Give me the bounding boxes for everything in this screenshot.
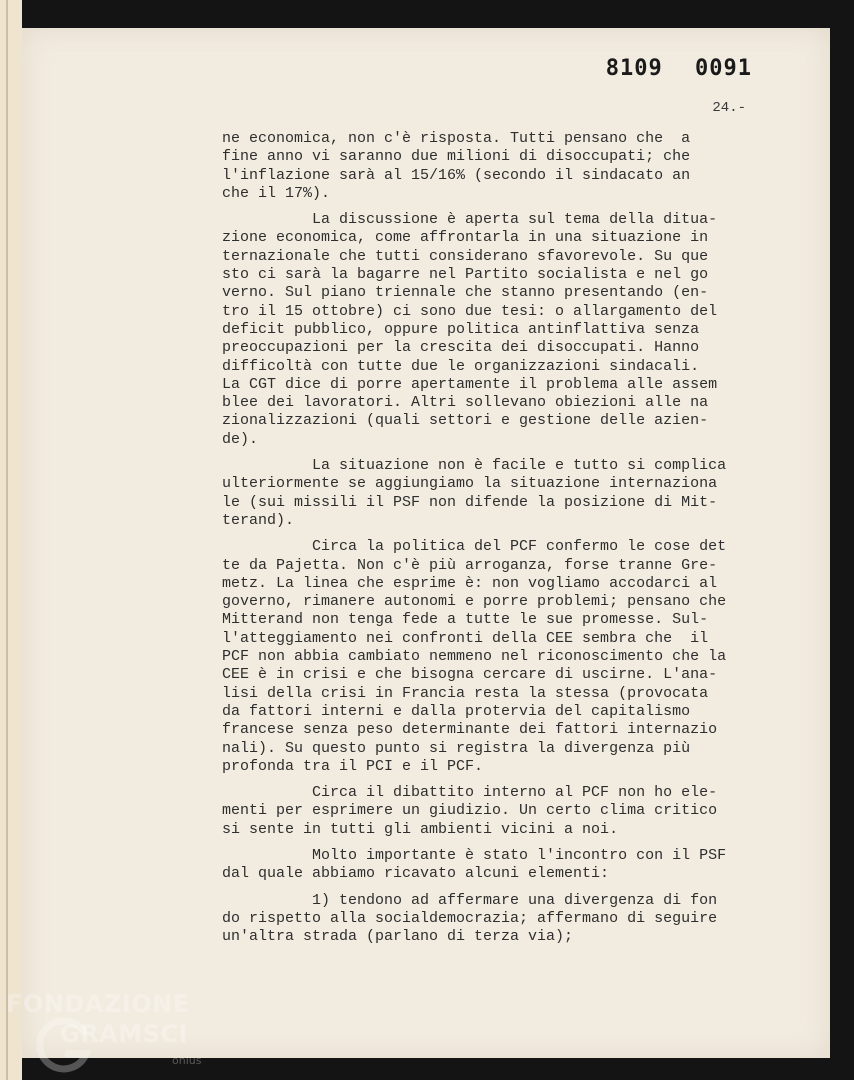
text-line: nali). Su questo punto si registra la divergenza più (222, 739, 691, 757)
text-line: blee dei lavoratori. Altri sollevano obiezioni alle na (222, 394, 709, 412)
text-line: le (sui missili il PSF non difende la posizione di Mit- (222, 493, 718, 511)
watermark-line3: onlus (172, 1054, 202, 1067)
paragraph (222, 892, 752, 947)
binder-edge (6, 0, 8, 1080)
text-line: ternazionale che tutti considerano sfavorevole. Su que (222, 247, 709, 265)
text-line: profonda tra il PCI e il PCF. (222, 757, 484, 775)
text-line: terand). (222, 511, 295, 529)
text-line: La situazione non è facile e tutto si complica (222, 457, 727, 475)
text-line: lisi della crisi in Francia resta la stessa (provocata (222, 684, 709, 702)
text-line: Molto importante è stato l'incontro con il PSF (222, 846, 727, 864)
text-line: Mitterand non tenga fede a tutte le sue promesse. Sul- (222, 611, 709, 629)
text-line: de). (222, 430, 259, 448)
text-line: do rispetto alla socialdemocrazia; affermano di seguire (222, 909, 718, 927)
text-line: dal quale abbiamo ricavato alcuni elementi: (222, 865, 610, 883)
paragraph (222, 211, 752, 449)
watermark-line1: FONDAZIONE (6, 990, 190, 1018)
paragraph (222, 457, 752, 530)
text-line: sto ci sarà la bagarre nel Partito socialista e nel go (222, 266, 709, 284)
text-line: te da Pajetta. Non c'è più arroganza, forse tranne Gre- (222, 556, 718, 574)
text-line: difficoltà con tutte due le organizzazioni sindacali. (222, 357, 700, 375)
text-line: fine anno vi saranno due milioni di disoccupati; che (222, 148, 691, 166)
text-line: zione economica, come affrontarla in una situazione in (222, 229, 709, 247)
typewritten-body (222, 130, 752, 946)
text-line: La discussione è aperta sul tema della ditua- (222, 211, 718, 229)
text-line: zionalizzazioni (quali settori e gestione delle azien- (222, 412, 709, 430)
text-line: menti per esprimere un giudizio. Un certo clima critico (222, 802, 718, 820)
text-line: 1) tendono ad affermare una divergenza di fon (222, 891, 718, 909)
text-line: PCF non abbia cambiato nemmeno nel riconoscimento che la (222, 648, 727, 666)
text-line: preoccupazioni per la crescita dei disoccupati. Hanno (222, 339, 700, 357)
binder-backing (0, 0, 22, 1080)
text-line: La CGT dice di porre apertamente il problema alle assem (222, 375, 718, 393)
paragraph (222, 784, 752, 839)
text-line: l'inflazione sarà al 15/16% (secondo il sindacato an (222, 166, 691, 184)
page-number: 24.- (712, 100, 746, 116)
text-line: che il 17%). (222, 184, 331, 202)
text-line: l'atteggiamento nei confronti della CEE sembra che il (222, 629, 709, 647)
text-line: deficit pubblico, oppure politica antinflattiva senza (222, 320, 700, 338)
text-line: francese senza peso determinante dei fattori internazio (222, 721, 718, 739)
text-line: metz. La linea che esprime è: non vogliamo accodarci al (222, 574, 718, 592)
text-line: Circa il dibattito interno al PCF non ho ele- (222, 784, 718, 802)
fondazione-gramsci-watermark (0, 980, 220, 1080)
text-line: verno. Sul piano triennale che stanno presentando (en- (222, 284, 709, 302)
text-line: un'altra strada (parlano di terza via); (222, 928, 574, 946)
text-line: ulteriormente se aggiungiamo la situazione internaziona (222, 475, 718, 493)
document-number: 8109 0091 (605, 56, 752, 81)
text-line: Circa la politica del PCF confermo le cose det (222, 538, 727, 556)
paragraph (222, 847, 752, 884)
text-line: da fattori interni e dalla protervia del capitalismo (222, 702, 691, 720)
text-line: CEE è in crisi e che bisogna cercare di uscirne. L'ana- (222, 666, 718, 684)
text-line: governo, rimanere autonomi e porre problemi; pensano che (222, 593, 727, 611)
text-line: tro il 15 ottobre) ci sono due tesi: o allargamento del (222, 302, 718, 320)
text-line: si sente in tutti gli ambienti vicini a noi. (222, 820, 619, 838)
watermark-line2: GRAMSCI (60, 1020, 188, 1048)
paragraph (222, 538, 752, 776)
paragraph (222, 130, 752, 203)
text-line: ne economica, non c'è risposta. Tutti pensano che a (222, 130, 691, 147)
